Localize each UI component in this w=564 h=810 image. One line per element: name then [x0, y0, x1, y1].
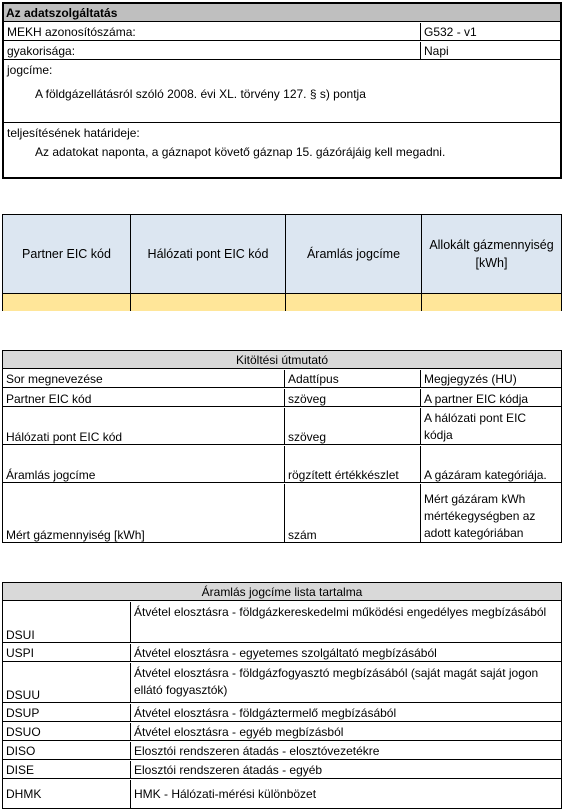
guide-header-type: Adattípus: [284, 370, 420, 387]
input-cell-flow-type[interactable]: [285, 294, 421, 311]
service-deadline-text: Az adatokat naponta, a gáznapot követő gáznap 15. gázórájáig kell megadni.: [35, 145, 446, 159]
flow-list-item: [3, 644, 561, 662]
flow-list-item: [3, 704, 561, 722]
flow-description: Átvétel elosztásra - földgázkereskedelmi működési engedélyes megbízásából: [130, 602, 561, 642]
guide-row-type: szám: [284, 484, 420, 542]
guide-row-name: Partner EIC kód: [6, 392, 92, 406]
service-legal-label-row: [4, 61, 560, 79]
service-legal-text-row: [4, 79, 560, 109]
guide-row: [3, 484, 561, 542]
flow-description: Elosztói rendszeren átadás - elosztóvezetékre: [130, 742, 561, 759]
flow-list-title: Áramlás jogcíme lista tartalma: [3, 583, 561, 601]
service-frequency-label: gyakorisága:: [7, 43, 76, 58]
guide-table: [2, 350, 562, 543]
guide-row-name: Áramlás jogcíme: [6, 468, 96, 482]
flow-list-item: [3, 602, 561, 643]
flow-list-item: [3, 742, 561, 760]
flow-description: Átvétel elosztásra - egyetemes szolgáltató megbízásából: [130, 644, 561, 661]
guide-row: [3, 446, 561, 483]
guide-row: [3, 389, 561, 407]
flow-list-item: [3, 761, 561, 779]
service-frequency-value: Napi: [420, 42, 560, 59]
input-cell-allocated-gas[interactable]: [421, 294, 561, 311]
flow-code: DSUU: [6, 688, 41, 702]
service-id-label: MEKH azonosítószáma:: [7, 24, 136, 39]
service-deadline-label: teljesítésének határideje:: [7, 125, 140, 140]
service-info-block: [2, 2, 562, 179]
guide-header-row: [3, 370, 561, 388]
flow-description: HMK - Hálózati-mérési különbözet: [130, 780, 561, 808]
guide-row-type: rögzített értékkészlet: [284, 446, 420, 482]
flow-list-item: [3, 663, 561, 703]
service-title: Az adatszolgáltatás: [4, 4, 560, 22]
service-frequency-row: [4, 42, 560, 60]
header-allocated-gas: Allokált gázmennyiség [kWh]: [421, 215, 561, 293]
header-partner-eic: Partner EIC kód: [22, 247, 111, 261]
service-legal-text: A földgázellátásról szóló 2008. évi XL. törvény 127. § s) pontja: [35, 87, 366, 101]
guide-header-name: Sor megnevezése: [6, 371, 103, 386]
flow-list-item: [3, 723, 561, 741]
guide-row-note: A gázáram kategóriája.: [420, 446, 561, 482]
data-table: [2, 214, 562, 311]
data-table-input-row: [3, 293, 561, 311]
guide-title: Kitöltési útmutató: [3, 351, 561, 369]
flow-description: Elosztói rendszeren átadás - egyéb: [130, 761, 561, 778]
flow-description: Átvétel elosztásra - földgáztermelő megbízásából: [130, 704, 561, 721]
input-cell-partner-eic[interactable]: [3, 294, 130, 311]
flow-code: DSUO: [6, 724, 41, 739]
service-id-row: [4, 23, 560, 41]
header-network-point-eic: Hálózati pont EIC kód: [130, 215, 285, 293]
guide-row-note: A partner EIC kódja: [420, 389, 561, 406]
flow-code: DSUI: [6, 628, 35, 642]
input-cell-network-point-eic[interactable]: [130, 294, 285, 311]
guide-row-name: Mért gázmennyiség [kWh]: [6, 528, 145, 542]
header-flow-type: Áramlás jogcíme: [285, 215, 421, 293]
guide-row-name: Hálózati pont EIC kód: [6, 430, 123, 444]
flow-description: Átvétel elosztásra - földgázfogyasztó megbízásából (saját magát saját jogon ellátó fogyasztók): [130, 663, 561, 702]
flow-code: DISO: [6, 743, 36, 758]
guide-row-note: Mért gázáram kWh mértékegységben az adott kategóriában: [420, 484, 561, 542]
flow-code: DHMK: [6, 787, 42, 801]
flow-code: DISE: [6, 762, 35, 777]
guide-header-note: Megjegyzés (HU): [420, 370, 561, 387]
guide-row: [3, 408, 561, 445]
service-legal-label: jogcíme:: [7, 63, 53, 77]
service-deadline-text-row: [4, 142, 560, 162]
flow-list-table: [2, 582, 562, 809]
flow-description: Átvétel elosztásra - egyéb megbízásból: [130, 723, 561, 740]
data-table-header: [3, 215, 561, 293]
service-deadline-label-row: [4, 122, 560, 142]
flow-list-item: [3, 780, 561, 808]
flow-code: DSUP: [6, 705, 40, 720]
flow-code: USPI: [6, 645, 35, 660]
guide-row-type: szöveg: [284, 389, 420, 406]
guide-row-type: szöveg: [284, 408, 420, 444]
service-id-value: G532 - v1: [420, 23, 560, 40]
guide-row-note: A hálózati pont EIC kódja: [420, 408, 561, 444]
